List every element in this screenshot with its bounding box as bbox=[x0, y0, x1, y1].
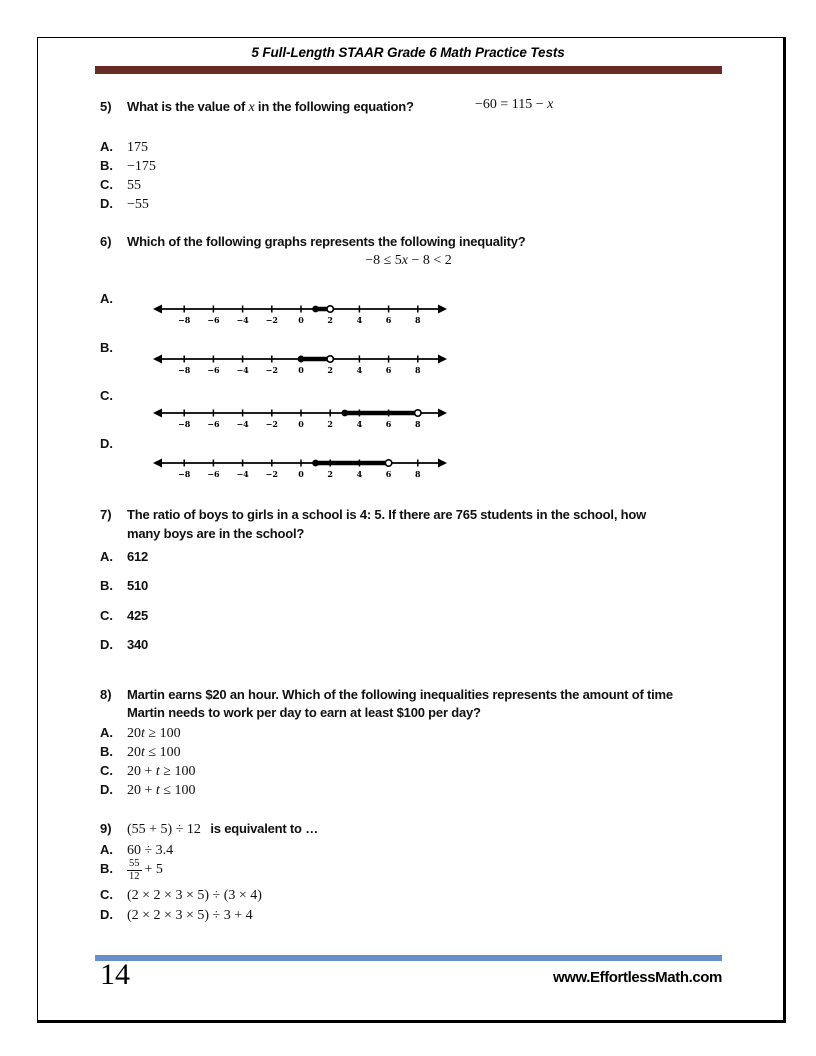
number-line-a bbox=[150, 298, 450, 332]
question-text: is equivalent to … bbox=[210, 821, 319, 836]
q7-option-d bbox=[100, 636, 148, 654]
option-letter: B. bbox=[100, 578, 113, 593]
option-value: 55 bbox=[127, 178, 141, 193]
question-text: Which of the following graphs represents the following inequality? bbox=[127, 234, 526, 249]
svg-text:−2: −2 bbox=[265, 365, 278, 375]
svg-text:6: 6 bbox=[385, 315, 392, 325]
q6-option-a-letter: A. bbox=[100, 291, 113, 306]
fraction-numerator: 55 bbox=[129, 858, 140, 869]
question-7-line2: many boys are in the school? bbox=[127, 526, 305, 541]
question-number: 6) bbox=[100, 234, 112, 249]
q9-option-a bbox=[100, 841, 173, 859]
question-text-line1: The ratio of boys to girls in a school is 4: 5. If there are 765 students in the school, how bbox=[127, 507, 647, 522]
svg-text:2: 2 bbox=[327, 365, 333, 375]
option-letter: C. bbox=[100, 177, 113, 192]
option-value: (2 × 2 × 3 × 5) ÷ 3 + 4 bbox=[127, 908, 253, 923]
option-value: −55 bbox=[127, 197, 149, 212]
q6-option-c-letter: C. bbox=[100, 388, 113, 403]
q8-option-d bbox=[100, 781, 195, 799]
q9-option-c bbox=[100, 886, 262, 904]
question-8-line2: Martin needs to work per day to earn at least $100 per day? bbox=[127, 705, 481, 720]
q8-option-b bbox=[100, 743, 181, 761]
option-value-suffix: + 5 bbox=[144, 861, 163, 877]
option-letter: D. bbox=[100, 637, 113, 652]
svg-text:−6: −6 bbox=[207, 365, 220, 375]
svg-text:0: 0 bbox=[298, 419, 304, 429]
equation: −60 = 115 − x bbox=[475, 97, 554, 112]
page-header-title: 5 Full-Length STAAR Grade 6 Math Practice Tests bbox=[251, 45, 565, 60]
svg-text:8: 8 bbox=[415, 469, 421, 479]
q6-option-b-letter: B. bbox=[100, 340, 113, 355]
option-value: 60 ÷ 3.4 bbox=[127, 843, 174, 858]
svg-text:2: 2 bbox=[327, 469, 333, 479]
q7-option-b bbox=[100, 577, 148, 595]
option-value: −175 bbox=[127, 159, 156, 174]
option-value: 20t ≥ 100 bbox=[127, 726, 181, 741]
svg-text:8: 8 bbox=[415, 419, 421, 429]
expression: (55 + 5) ÷ 12 bbox=[127, 822, 201, 837]
svg-text:8: 8 bbox=[415, 315, 421, 325]
option-letter: A. bbox=[100, 725, 113, 740]
option-value: 612 bbox=[127, 549, 149, 564]
question-number: 7) bbox=[100, 507, 112, 522]
svg-text:6: 6 bbox=[385, 469, 392, 479]
q8-option-a bbox=[100, 724, 181, 742]
q9-option-b bbox=[100, 858, 163, 882]
svg-text:6: 6 bbox=[385, 365, 392, 375]
svg-text:−6: −6 bbox=[207, 315, 220, 325]
svg-text:4: 4 bbox=[356, 315, 363, 325]
option-letter: B. bbox=[100, 744, 113, 759]
option-value: 340 bbox=[127, 637, 149, 652]
q5-option-b bbox=[100, 157, 156, 175]
q5-option-a bbox=[100, 138, 148, 156]
question-6 bbox=[100, 233, 740, 251]
option-value: 20 + t ≥ 100 bbox=[127, 764, 196, 779]
number-line-d bbox=[150, 452, 450, 486]
option-value: 20 + t ≤ 100 bbox=[127, 783, 196, 798]
svg-text:−8: −8 bbox=[178, 315, 191, 325]
svg-text:0: 0 bbox=[298, 315, 304, 325]
svg-text:−4: −4 bbox=[236, 315, 249, 325]
question-number: 8) bbox=[100, 687, 112, 702]
svg-text:4: 4 bbox=[356, 365, 363, 375]
page-number: 14 bbox=[100, 958, 130, 991]
question-7 bbox=[100, 506, 750, 524]
option-letter: B. bbox=[100, 860, 113, 876]
option-value: 425 bbox=[127, 608, 149, 623]
number-line-c bbox=[150, 402, 450, 436]
option-letter: C. bbox=[100, 763, 113, 778]
q9-option-d bbox=[100, 906, 253, 924]
footer-rule bbox=[95, 955, 722, 961]
option-letter: C. bbox=[100, 608, 113, 623]
svg-text:2: 2 bbox=[327, 419, 333, 429]
question-text-line1: Martin earns $20 an hour. Which of the following inequalities represents the amount of time bbox=[127, 687, 673, 702]
fraction bbox=[127, 858, 142, 882]
option-letter: B. bbox=[100, 158, 113, 173]
svg-text:−4: −4 bbox=[236, 419, 249, 429]
option-value: 175 bbox=[127, 140, 148, 155]
option-letter: C. bbox=[100, 887, 113, 902]
q7-option-c bbox=[100, 607, 148, 625]
option-value: 510 bbox=[127, 578, 149, 593]
q6-option-d-letter: D. bbox=[100, 436, 113, 451]
question-number: 5) bbox=[100, 99, 112, 114]
svg-text:−8: −8 bbox=[178, 469, 191, 479]
question-number: 9) bbox=[100, 821, 112, 836]
option-letter: D. bbox=[100, 782, 113, 797]
question-8 bbox=[100, 686, 760, 704]
svg-text:−6: −6 bbox=[207, 419, 220, 429]
svg-text:−2: −2 bbox=[265, 419, 278, 429]
option-letter: A. bbox=[100, 549, 113, 564]
svg-text:−2: −2 bbox=[265, 469, 278, 479]
svg-text:4: 4 bbox=[356, 419, 363, 429]
option-letter: A. bbox=[100, 842, 113, 857]
svg-text:−2: −2 bbox=[265, 315, 278, 325]
website-link: www.EffortlessMath.com bbox=[552, 969, 722, 986]
number-line-b bbox=[150, 348, 450, 382]
option-letter: A. bbox=[100, 139, 113, 154]
q5-option-c bbox=[100, 176, 141, 194]
option-letter: D. bbox=[100, 196, 113, 211]
svg-text:−8: −8 bbox=[178, 365, 191, 375]
fraction-denominator: 12 bbox=[129, 870, 140, 882]
header-rule bbox=[95, 66, 722, 74]
q7-option-a bbox=[100, 548, 148, 566]
q8-option-c bbox=[100, 762, 195, 780]
svg-text:−8: −8 bbox=[178, 419, 191, 429]
q5-option-d bbox=[100, 195, 149, 213]
svg-text:4: 4 bbox=[356, 469, 363, 479]
svg-text:0: 0 bbox=[298, 469, 304, 479]
option-value: 20t ≤ 100 bbox=[127, 745, 181, 760]
svg-text:8: 8 bbox=[415, 365, 421, 375]
svg-text:6: 6 bbox=[385, 419, 392, 429]
question-text: What is the value of x in the following equation? bbox=[127, 99, 414, 115]
option-value: (2 × 2 × 3 × 5) ÷ (3 × 4) bbox=[127, 888, 262, 903]
svg-text:2: 2 bbox=[327, 315, 333, 325]
inequality: −8 ≤ 5x − 8 < 2 bbox=[365, 253, 452, 268]
option-letter: D. bbox=[100, 907, 113, 922]
svg-text:−4: −4 bbox=[236, 469, 249, 479]
svg-text:−6: −6 bbox=[207, 469, 220, 479]
svg-text:0: 0 bbox=[298, 365, 304, 375]
question-9 bbox=[100, 820, 740, 838]
svg-text:−4: −4 bbox=[236, 365, 249, 375]
question-5 bbox=[100, 98, 740, 116]
